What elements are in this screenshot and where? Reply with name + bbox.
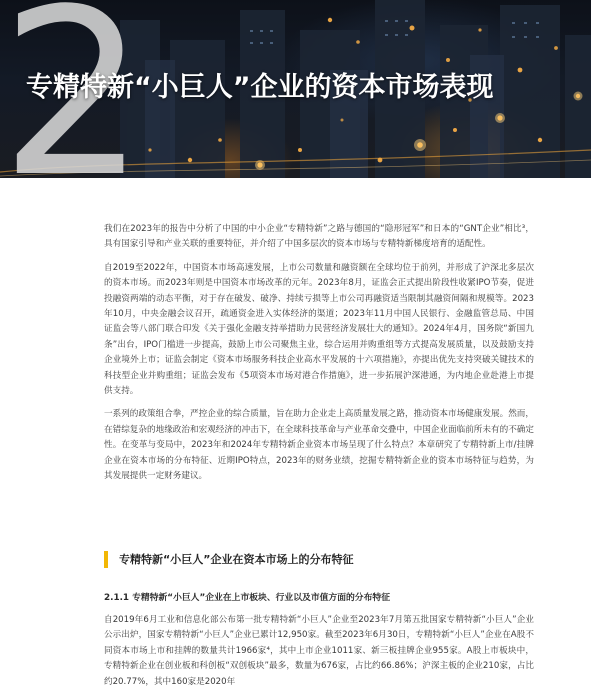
chapter-number: 2	[0, 0, 141, 178]
section-accent-bar	[104, 551, 108, 568]
subsection-title: 2.1.1 专精特新“小巨人”企业在上市板块、行业以及市值方面的分布特征	[104, 593, 390, 603]
chapter-title: 专精特新“小巨人”企业的资本市场表现	[26, 72, 494, 103]
distribution-paragraph: 自2019年6月工业和信息化部公布第一批专精特新“小巨人”企业至2023年7月第五批国家专精特新“小巨人”企业公示出炉，国家专精特新“小巨人”企业已累计12,950家。截至2023年6月30日，专精特新“小巨人”企业在A股不同资本市场上市和挂牌的数量共计1966家⁴，其中上市企业1011家、新三板挂牌企业955家。A股上市板块中，专精特新企业在创业板和科创板“双创板块”最多，数量为676家，占比约66.86%；沪深主板的企业210家，占比约20.77%，其中160家是2020年	[104, 615, 534, 687]
policy-paragraph: 自2019至2022年，中国资本市场高速发展，上市公司数量和融资额在全球均位于前列，并形成了沪深北多层次的资本市场。而2023年则是中国资本市场改革的元年。2023年8月，证监会正式提出阶段性收紧IPO节奏，促进投融资两端的动态平衡，对于存在破发、破净、持续亏损等上市公司再融资适当限制其融资间隔和规模等。2023年10月，中央金融会议召开，疏通资金进入实体经济的渠道；2023年11月中国人民银行、金融监管总局、中国证监会等八部门联合印发《关于强化金融支持举措助力民营经济发展壮大的通知》。2024年4月，国务院“新国九条”出台，IPO门槛进一步提高，鼓励上市公司聚焦主业，综合运用并购重组等方式提高发展质量，以及鼓励支持企业境外上市；证监会制定《资本市场服务科技企业高水平发展的十六项措施》，亦提出优先支持突破关键技术的科技型企业并购重组；证监会发布《5项资本市场对港合作措施》，进一步拓展沪深港通，为内地企业赴港上市提供支持。	[104, 262, 534, 397]
summary-paragraph: 一系列的政策组合拳，严控企业的综合质量，旨在助力企业走上高质量发展之路，推动资本市场健康发展。然而，在错综复杂的地缘政治和宏观经济的冲击下，在全球科技革命与产业革命交叠中，中国企业面临前所未有的不确定性。在变革与变局中，2023年和2024年专精特新企业资本市场呈现了什么特点？本章研究了专精特新上市/挂牌企业在资本市场的分布特征、近期IPO特点，2023年的财务业绩，挖掘专精特新企业的资本市场特征与趋势，为其发展提供一定财务建议。	[104, 409, 534, 482]
section-heading	[104, 549, 534, 569]
hero-banner	[0, 0, 591, 178]
intro-paragraph: 我们在2023年的报告中分析了中国的中小企业“专精特新”之路与德国的“隐形冠军”和日本的“GNT企业”相比³，具有国家引导和产业关联的重要特征，并介绍了中国多层次的资本市场与专精特新梯度培育的适配性。	[104, 224, 534, 250]
intro-text-block	[104, 222, 534, 493]
section-title: 专精特新“小巨人”企业在资本市场上的分布特征	[119, 553, 354, 566]
